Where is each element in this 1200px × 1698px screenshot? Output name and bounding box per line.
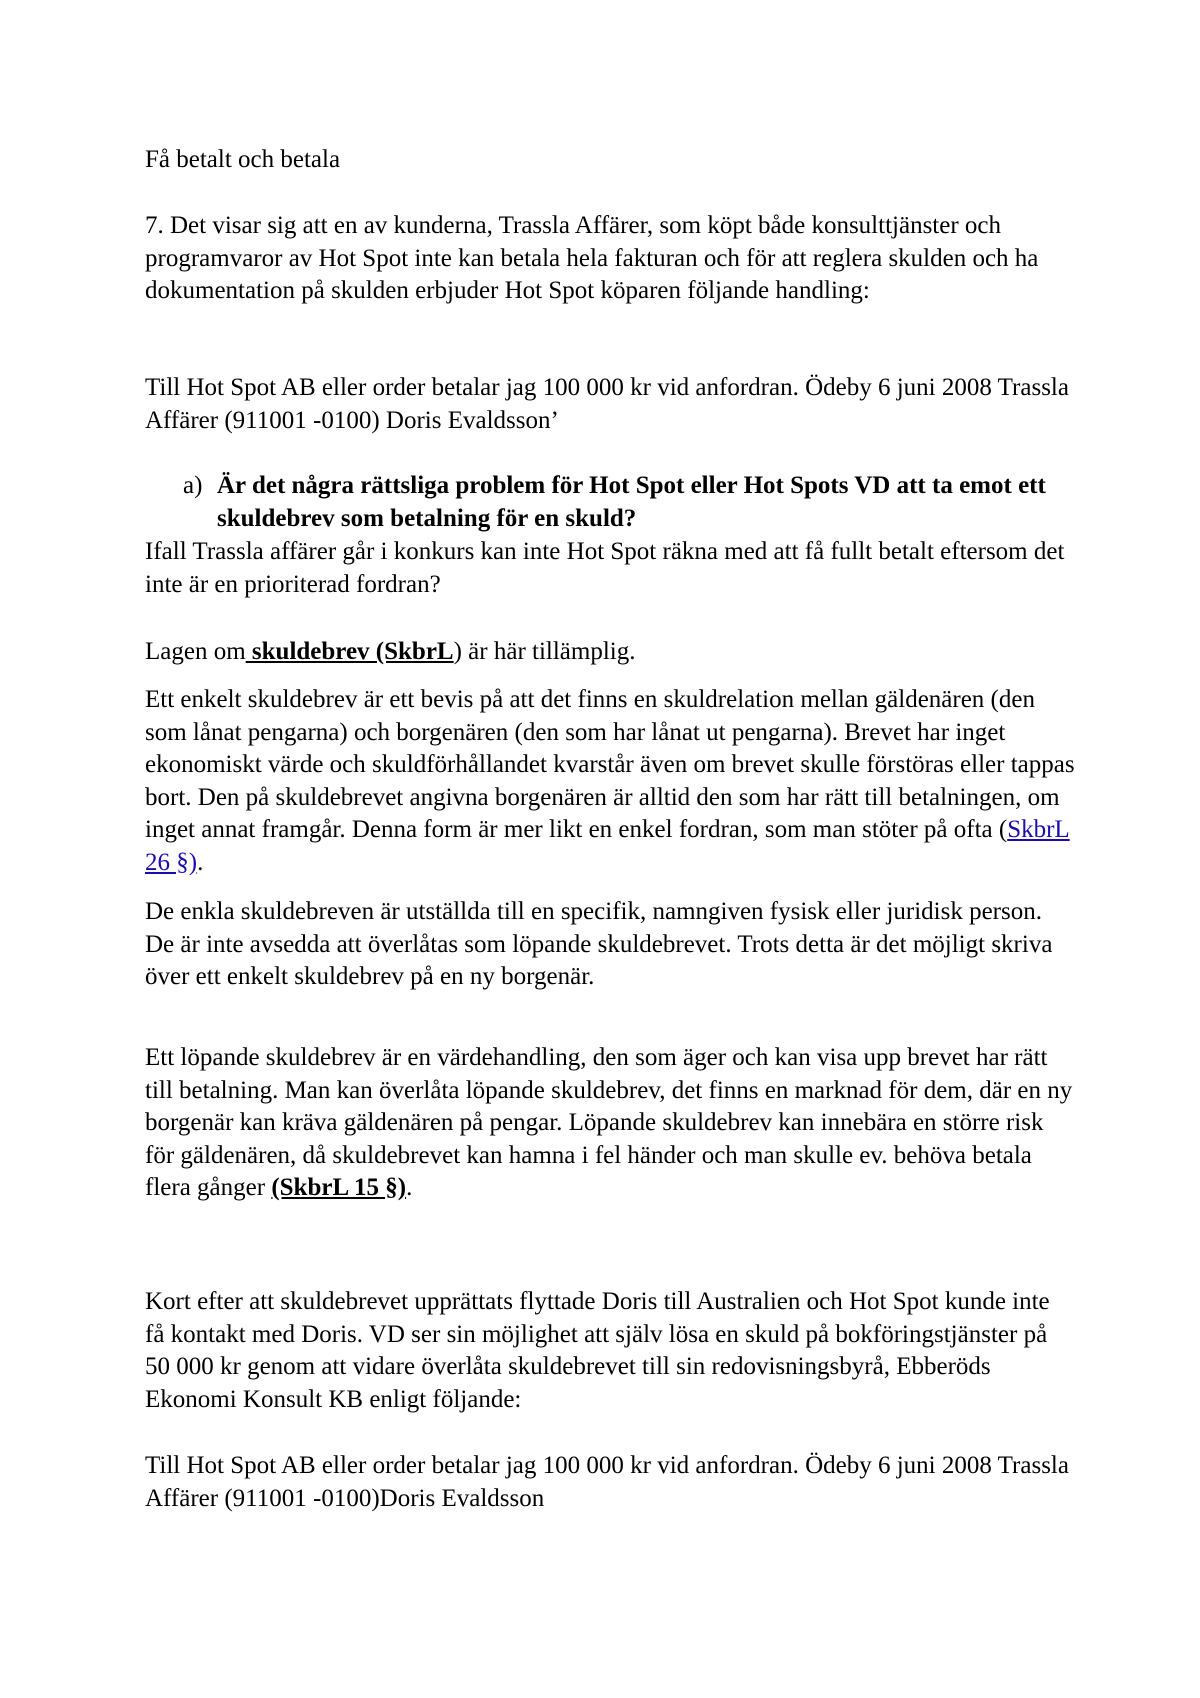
law-paragraph: [145, 636, 1075, 669]
quote-paragraph-2: Till Hot Spot AB eller order betalar jag 100 000 kr vid anfordran. Ödeby 6 juni 2008 Trassla Affärer (911001 -0100)Doris Evaldsson: [145, 1452, 1069, 1512]
simple-text-end: .: [197, 848, 204, 876]
skuldebrev-law-link[interactable]: skuldebrev (SkbrL: [245, 638, 454, 665]
heading: Få betalt och betala: [145, 146, 341, 173]
skbrl-26-link[interactable]: SkbrL 26 §): [145, 816, 1070, 876]
simple-promissory-paragraph: [145, 684, 1075, 879]
quote-paragraph-1: Till Hot Spot AB eller order betalar jag 100 000 kr vid anfordran. Ödeby 6 juni 2008 Trassla Affärer (911001 -0100) Doris Evaldsson’: [145, 374, 1069, 434]
negotiable-promissory-paragraph: [145, 1042, 1075, 1205]
skbrl-15-link[interactable]: (SkbrL 15 §): [271, 1174, 407, 1201]
simple-promissory-paragraph-2: De enkla skuldebreven är utställda till en specifik, namngiven fysisk eller juridisk person. De är inte avsedda att överlåtas som löpande skuldebrevet. Trots detta är det möjligt skriva över ett enkelt skuldebrev på en ny borgenär.: [145, 898, 1053, 990]
intro-paragraph: 7. Det visar sig att en av kunderna, Trassla Affärer, som köpt både konsulttjänster och programvaror av Hot Spot inte kan betala hela fakturan och för att reglera skulden och ha dokumentation på skulden erbjuder Hot Spot köparen följande handling:: [145, 212, 1039, 304]
law-text-after: ) är här tillämplig.: [453, 638, 636, 665]
question-marker: a): [183, 472, 203, 499]
law-text-before: Lagen om: [145, 638, 246, 665]
question-text: Är det några rättsliga problem för Hot Spot eller Hot Spots VD att ta emot ett skuldebrev som betalning för en skuld?: [217, 472, 1046, 532]
answer-paragraph: Ifall Trassla affärer går i konkurs kan inte Hot Spot räkna med att få fullt betalt eftersom det inte är en prioriterad fordran?: [145, 538, 1065, 598]
negotiable-text-end: .: [406, 1174, 413, 1201]
scenario-paragraph: Kort efter att skuldebrevet upprättats flyttade Doris till Australien och Hot Spot kunde inte få kontakt med Doris. VD ser sin möjlighet att själv lösa en skuld på bokföringstjänster på 50 000 kr genom att vidare överlåta skuldebrevet till sin redovisningsbyrå, Ebberöds Ekonomi Konsult KB enligt följande:: [145, 1288, 1050, 1413]
negotiable-text: Ett löpande skuldebrev är en värdehandling, den som äger och kan visa upp brevet har rätt till betalning. Man kan överlåta löpande skuldebrev, det finns en marknad för dem, där en ny borgenär kan kräva gäldenären på pengar. Löpande skuldebrev kan innebära en större risk för gäldenären, då skuldebrevet kan hamna i fel händer och man skulle ev. behöva betala flera gånger: [145, 1044, 1073, 1201]
simple-text: Ett enkelt skuldebrev är ett bevis på att det finns en skuldrelation mellan gäldenären (den som lånat pengarna) och borgenären (den som har lånat ut pengarna). Brevet har inget ekonomiskt värde och skuldförhållandet kvarstår även om brevet skulle förstöras eller tappas bort. Den på skuldebrevet angivna borgenären är alltid den som har rätt till betalningen, om inget annat framgår. Denna form är mer likt en enkel fordran, som man stöter på ofta (: [145, 686, 1075, 843]
